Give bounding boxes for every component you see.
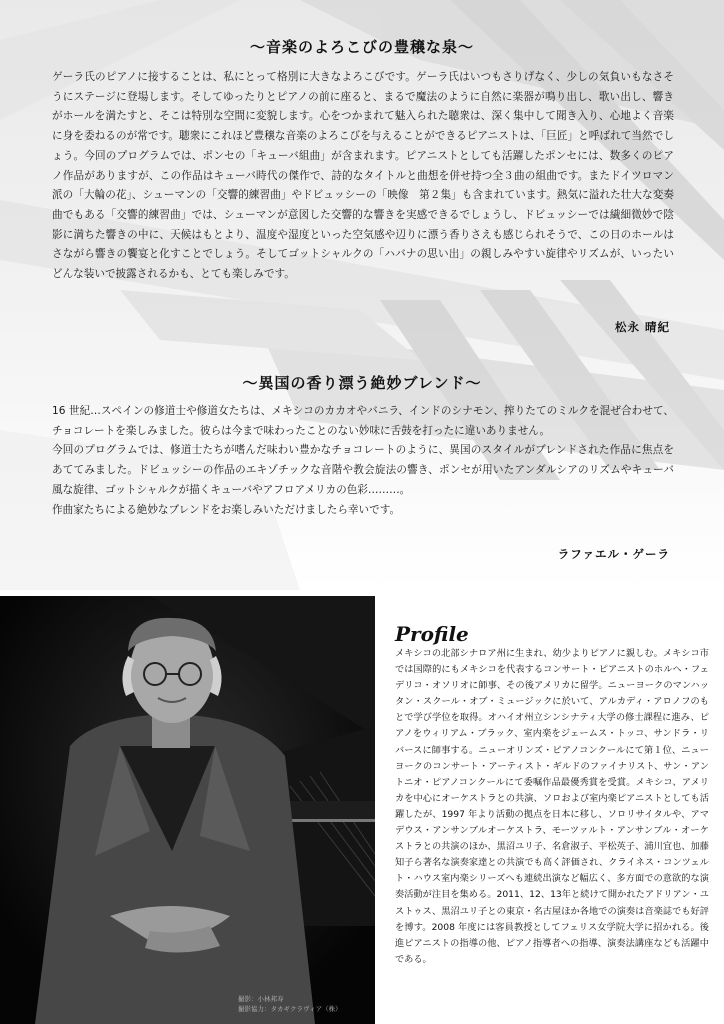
essay2-signature: ラファエル・ゲーラ [557, 547, 670, 561]
profile-title: Profile [395, 622, 469, 646]
pianist-portrait-graphic [0, 596, 375, 1024]
essay2-paragraph: 16 世紀…スペインの修道士や修道女たちは、メキシコのカカオやバニラ、インドのシナモン、搾りたてのミルクを混ぜ合わせて、チョコレートを楽しみました。彼らは今まで味わったことのない妙味に舌鼓を打ったに違いありません。 [52, 405, 674, 437]
essay2-title: 〜異国の香り漂う絶妙ブレンド〜 [242, 374, 482, 392]
essay1-body: ゲーラ氏のピアノに接することは、私にとって格別に大きなよろこびです。ゲーラ氏はいつもさりげなく、少しの気負いもなさそうにステージに登場します。そしてゆったりとピアノの前に座ると、まるで魔法のように自然に楽器が鳴り出し、歌い出し、響きがホールを満たすと、そこは特別な空間に変貌します。心をつかまれて魅入られた聴衆は、深く集中して聞き入り、心地よく音楽に身を委ねるのが常です。聴衆にこれほど豊穣な音楽のよろこびを与えることができるピアニストは、「巨匠」と呼ばれて当然でしょう。今回のプログラムでは、ポンセの「キューバ組曲」が含まれます。ピアニストとしても活躍したポンセには、数多くのピアノ作品がありますが、この作品はキューバ時代の傑作で、詩的なタイトルと曲想を併せ持つ全３曲の組曲です。またドイツロマン派の「大輪の花」、シューマンの「交響的練習曲」やドビュッシーの「映像 第２集」も含まれています。熱気に溢れた壮大な変奏曲でもある「交響的練習曲」では、シューマンが意図した交響的な響きを実感できるでしょうし、ドビュッシーでは繊細微妙で陰影に満ちた響きの中に、天候はもとより、温度や湿度といった空気感や辺りに漂う香りさえも感じられそうで、この日のホールはさながら響きの饗宴と化すことでしょう。そしてゴットシャルクの「ハバナの思い出」の親しみやすい旋律やリズムが、いったいどんな装いで披露されるかも、とても楽しみです。 [52, 71, 674, 281]
profile-body: メキシコの北部シナロア州に生まれ、幼少よりピアノに親しむ。メキシコ市では国際的にもメキシコを代表するコンサート・ピアニストのホルヘ・フェデリコ・オソリオに師事、その後アメリカに留学。ニューヨークのマンハッタン・スクール・オブ・ミュージックに於いて、アルカディ・アロノフのもとで学び学位を取得。オハイオ州立シンシナティ大学の修士課程に進み、ピアノをウィリアム・ブラック、室内楽をジェームス・トッコ、サンドラ・リバースに師事する。ニューオリンズ・ピアノコンクールにて第１位、ニューヨークのコンサート・アーティスト・ギルドのファイナリスト、サン・アントニオ・ピアノコンクールにて委嘱作品最優秀賞を受賞。メキシコ、アメリカを中心にオーケストラとの共演、ソロおよび室内楽ピアニストとしても活躍したが、1997 年より活動の拠点を日本に移し、ソロリサイタルや、アマデウス・アンサンブルオーケストラ、モーツァルト・アンサンブル・オーケストラとの共演のほか、黒沼ユリ子、名倉淑子、平松英子、浦川宜也、加藤知子ら著名な演奏家達との共演でも高く評価され、クライネス・コンツェルト・ハウス室内楽シリーズへも連続出演など幅広く、多方面での意欲的な演奏活動が注目を集める。2011、12、13年と続けて開かれたアドリアン・ユストゥス、黒沼ユリ子との東京・名古屋ほか各地での演奏は音楽誌でも好評を博す。2008 年度には客員教授としてフェリス女学院大学に招かれる。後進ピアニストの指導の他、ピアノ指導者への指導、演奏法講座なども活躍中である。 [395, 648, 709, 965]
pianist-photo [0, 596, 375, 1024]
photo-credit-cooperation: 撮影協力：タカギクラヴィア（株） [238, 1005, 342, 1013]
essay1-title: 〜音楽のよろこびの豊穣な泉〜 [249, 38, 474, 56]
essay2-paragraph: 作曲家たちによる絶妙なブレンドをお楽しみいただけましたら幸いです。 [52, 503, 401, 516]
photo-credit-photographer: 撮影：小林邦寿 [238, 995, 284, 1003]
essay2-paragraph: 今回のプログラムでは、修道士たちが嗜んだ味わい豊かなチョコレートのように、異国のスタイルがブレンドされた作品に焦点をあててみました。ドビュッシーの作品のエキゾチックな音階や教会旋法の響き、ポンセが用いたアンダルシアのリズムやキューバ風な旋律、ゴットシャルクが描くキューバやアフロアメリカの色彩………。 [52, 444, 674, 496]
essay1-signature: 松永 晴紀 [614, 320, 670, 334]
essay2-body [52, 402, 674, 520]
